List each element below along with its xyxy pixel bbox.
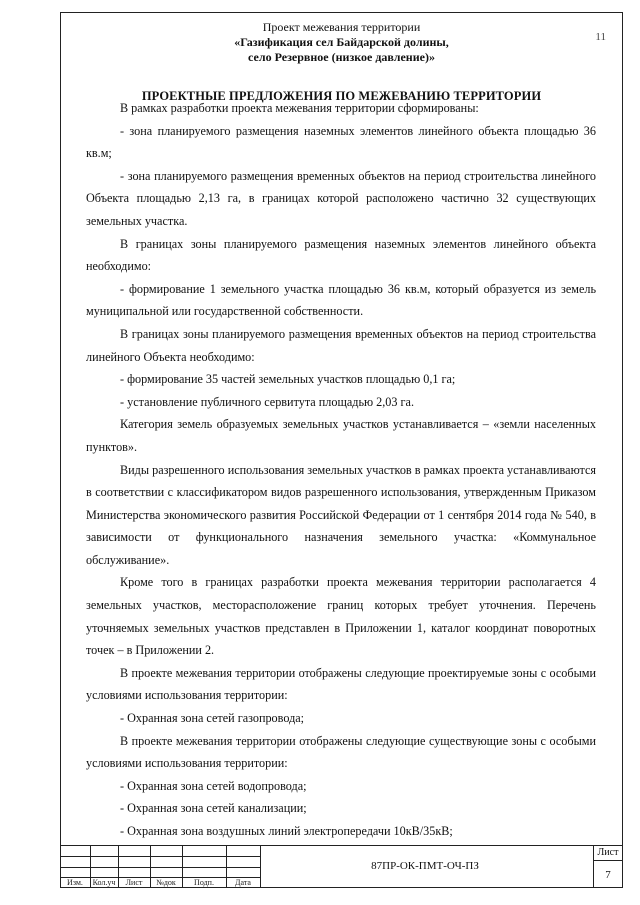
paragraph: Категория земель образуемых земельных участков устанавливается – «земли населенных пунктов». [86, 417, 596, 454]
paragraph: В проекте межевания территории отображены следующие проектируемые зоны с особыми условиями использования территории: [86, 665, 596, 703]
paragraph: - формирование 35 частей земельных участков площадью 0,1 га; [120, 372, 456, 387]
stamp-col-label: Дата [235, 878, 251, 887]
section-heading: ПРОЕКТНЫЕ ПРЕДЛОЖЕНИЯ ПО МЕЖЕВАНИЮ ТЕРРИТОРИИ [141, 89, 542, 103]
paragraph: В рамках разработки проекта межевания территории сформированы: [120, 101, 479, 115]
paragraph: В проекте межевания территории отображены следующие существующие зоны с особыми условиями использования территории: [86, 733, 596, 771]
paragraph: В границах зоны планируемого размещения временных объектов на период строительства линейного Объекта необходимо: [86, 326, 596, 364]
paragraph: Кроме того в границах разработки проекта межевания территории располагается 4 земельных участков, месторасположение границ которых требует уточнения. Перечень уточняемых земельных участков представлен в Приложении 1, каталог координат поворотных точек – в Приложении 2. [86, 575, 596, 658]
stamp-col-label: Изм. [67, 878, 83, 887]
document-header [61, 20, 622, 65]
body-text [86, 97, 596, 843]
paragraph: - Охранная зона сетей газопровода; [120, 711, 305, 726]
paragraph: Виды разрешенного использования земельных участков в рамках проекта устанавливаются в соответствии с классификатором видов разрешенного использования, утвержденным Приказом Министерства экономического развития Российской Федерации от 1 сентября 2014 года № 540, в зависимости от функционального назначения земельного участка: «Коммунальное обслуживание». [86, 462, 596, 567]
paragraph: - формирование 1 земельного участка площадью 36 кв.м, который образуется из земель муниципальной или государственной собственности. [86, 281, 596, 319]
sheet-label: Лист [597, 847, 619, 858]
header-line-3: село Резервное (низкое давление)» [248, 50, 435, 64]
stamp-col-label: №док [156, 878, 176, 887]
stamp-col-label: Лист [125, 878, 143, 887]
paragraph: - Охранная зона сетей канализации; [120, 801, 307, 816]
stamp-col-label: Кол.уч [92, 878, 116, 887]
paragraph: - зона планируемого размещения временных объектов на период строительства линейного Объекта площадью 2,13 га, в границах которой расположено частично 32 существующих земельных участка. [86, 168, 596, 228]
page-number: 11 [595, 31, 606, 43]
title-block-stamp [60, 845, 623, 888]
stamp-row-line [593, 860, 623, 861]
stamp-col-label: Подп. [194, 878, 214, 887]
document-code: 87ПР-ОК-ПМТ-ОЧ-ПЗ [371, 860, 479, 872]
sheet-number: 7 [605, 869, 611, 881]
paragraph: - Охранная зона воздушных линий электропередачи 10кВ/35кВ; [120, 824, 453, 838]
paragraph: В границах зоны планируемого размещения наземных элементов линейного объекта необходимо: [86, 236, 596, 274]
paragraph: - установление публичного сервитута площадью 2,03 га. [120, 394, 414, 409]
paragraph: - Охранная зона сетей водопровода; [120, 778, 307, 793]
paragraph: - зона планируемого размещения наземных элементов линейного объекта площадью 36 кв.м; [86, 123, 596, 161]
header-line-2: «Газификация сел Байдарской долины, [234, 35, 449, 49]
header-line-1: Проект межевания территории [262, 20, 421, 34]
